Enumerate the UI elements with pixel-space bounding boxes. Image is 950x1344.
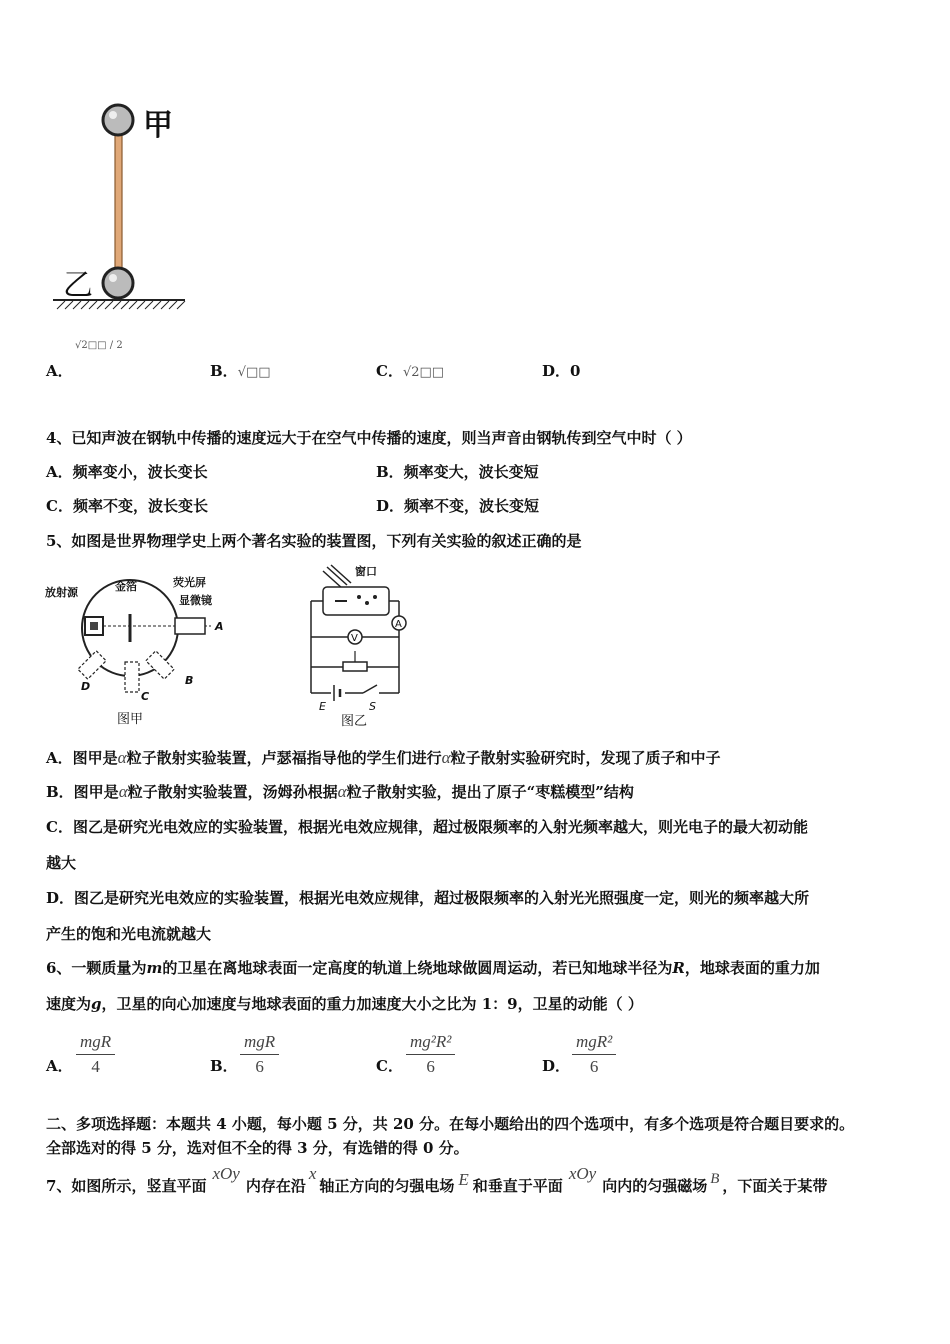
alpha-symbol: α [441,748,451,767]
label-source: 放射源 [45,586,78,599]
q6-option-b-fraction [240,1032,279,1077]
denominator: 4 [91,1057,100,1076]
option-letter: B． [210,362,238,380]
alpha-symbol: α [118,782,128,801]
q6-option-c-letter: C． [376,1057,403,1075]
label-window: 窗口 [355,565,377,578]
q4-option-c: C．频率不变，波长变长 [46,497,208,515]
var-x: x [308,1164,317,1183]
denominator: 6 [255,1057,264,1076]
label-d: D [81,680,91,693]
q4-option-d: D．频率不变，波长变短 [376,497,540,515]
option-letter: A． [46,362,73,380]
q3-option-d [542,360,580,381]
q6-text: 的卫星在离地球表面一定高度的轨道上绕地球做圆周运动，若已知地球半径为 [162,959,673,977]
phototube [323,587,389,615]
q3-option-a [46,360,73,381]
q3-option-b [210,360,271,381]
q3-option-a-value: √2□□ / 2 [75,340,123,351]
q7-line1 [46,1164,828,1197]
microscope-a [175,618,205,634]
q6-option-a-letter: A． [46,1057,73,1075]
var-r: R [672,959,685,977]
var-xoy: xOy [212,1164,240,1183]
q5-option-c-line2: 越大 [46,854,77,872]
numerator: mg²R² [406,1032,455,1055]
ball-top-highlight [109,111,117,119]
rheostat [343,662,367,671]
denominator: 6 [589,1057,599,1076]
q5-b-part3: 粒子散射实验，提出了原子“枣糕模型”结构 [346,783,634,801]
q5-a-part3: 粒子散射实验研究时，发现了质子和中子 [450,749,721,767]
q4-option-b: B．频率变大，波长变短 [376,463,539,481]
q7-text: ，下面关于某带 [722,1177,828,1195]
label-b: B [185,674,194,687]
var-e: E [458,1170,469,1189]
q7-text: 内存在沿 [245,1177,306,1195]
section2-line2: 全部选对的得 5 分，选对但不全的得 3 分，有选错的得 0 分。 [46,1139,469,1157]
q5-option-d-line1: D．图乙是研究光电效应的实验装置，根据光电效应规律，超过极限频率的入射光光照强度一定，则光的频率越大所 [46,889,810,907]
q5-option-b [46,782,634,802]
q5-a-part2: 粒子散射实验装置，卢瑟福指导他的学生们进行 [126,749,442,767]
option-letter: C． [376,362,403,380]
q6-option-a-fraction [76,1032,115,1077]
q5-option-d-line2: 产生的饱和光电流就越大 [46,925,212,943]
label-yi: 乙 [63,268,93,303]
q6-text: ，地球表面的重力加 [684,959,820,977]
section2-line1: 二、多项选择题：本题共 4 小题，每小题 5 分，共 20 分。在每小题给出的四个选项中，有多个选项是符合题目要求的。 [46,1115,855,1133]
label-voltmeter: V [351,633,358,644]
label-a: A [215,620,224,633]
label-foil: 金箔 [115,580,137,593]
q5-b-part2: 粒子散射实验装置，汤姆孙根据 [127,783,338,801]
q5-option-a [46,748,721,768]
q6-line1 [46,958,820,978]
numerator: mgR [76,1032,115,1055]
caption-fig-yi: 图乙 [341,714,368,729]
denominator: 6 [426,1057,435,1076]
label-battery: E [319,700,326,713]
var-xoy: xOy [568,1164,597,1183]
label-switch: S [369,700,376,713]
microscope-c [125,662,139,692]
rod [115,125,122,280]
microscope-d [78,651,106,679]
q6-option-d-letter: D． [542,1057,571,1075]
q6-option-c-fraction [406,1032,455,1077]
label-screen: 荧光屏 [173,576,206,589]
q5-b-part1: B．图甲是 [46,783,119,801]
numerator: mgR² [572,1032,616,1055]
label-ammeter: A [395,619,402,630]
q7-text: 轴正方向的匀强电场 [319,1177,455,1195]
alpha-symbol: α [117,748,127,767]
var-g: g [91,995,102,1013]
q3-option-b-value: √□□ [237,365,271,380]
q5-a-part1: A．图甲是 [46,749,118,767]
option-letter: D． [542,362,571,380]
q7-text: 和垂直于平面 [472,1177,563,1195]
alpha-scattering-figure [45,570,235,730]
q3-option-c-value: √2□□ [402,365,445,380]
q6-text: 6、一颗质量为 [46,959,147,977]
label-jia: 甲 [143,108,173,143]
q7-text: 向内的匀强磁场 [602,1177,708,1195]
q6-option-d-fraction [572,1032,616,1077]
q5-option-c-line1: C．图乙是研究光电效应的实验装置，根据光电效应规律，超过极限频率的入射光频率越大，则光电子的最大初动能 [46,818,808,836]
q6-text: 速度为 [46,995,92,1013]
label-microscope: 显微镜 [179,594,212,607]
photoelectric-figure [305,563,415,730]
pendulum-figure [45,95,195,320]
numerator: mgR [240,1032,279,1055]
caption-fig-jia: 图甲 [117,712,144,727]
ball-bottom [103,268,133,298]
ball-top [103,105,133,135]
label-c: C [141,690,150,703]
ball-bottom-highlight [109,274,117,282]
q5-stem: 5、如图是世界物理学史上两个著名实验的装置图，下列有关实验的叙述正确的是 [46,532,582,550]
q6-text: ，卫星的向心加速度与地球表面的重力加速度大小之比为 1：9，卫星的动能（ ） [101,995,643,1013]
q3-option-d-value: 0 [570,362,581,380]
q6-option-b-letter: B． [210,1057,238,1075]
var-b: B [710,1171,720,1187]
q4-option-a: A．频率变小，波长变长 [46,463,208,481]
q7-text: 7、如图所示，竖直平面 [46,1177,207,1195]
var-m: m [146,959,163,977]
q6-line2 [46,994,643,1014]
q3-option-c [376,360,444,381]
q4-stem: 4、已知声波在钢轨中传播的速度远大于在空气中传播的速度，则当声音由钢轨传到空气中时（ ） [46,429,692,447]
alpha-symbol: α [337,782,347,801]
